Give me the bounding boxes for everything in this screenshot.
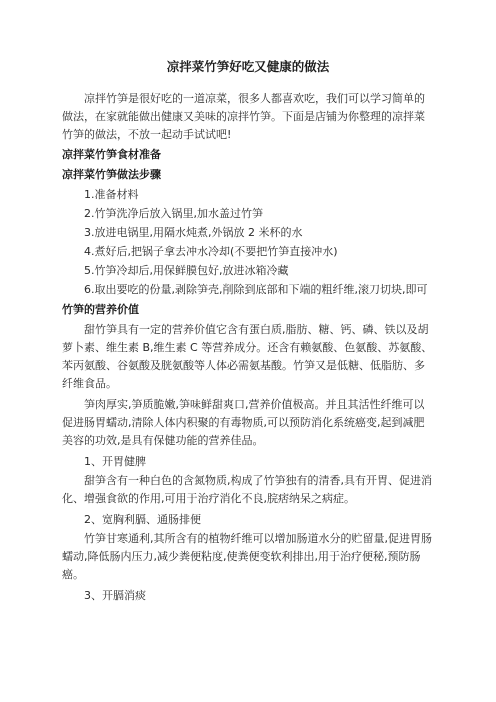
benefit-title: 1、开胃健脾 bbox=[84, 455, 146, 468]
page-title: 凉拌菜竹笋好吃又健康的做法 bbox=[166, 59, 330, 74]
heading-ingredients: 凉拌菜竹笋食材准备 bbox=[62, 148, 161, 161]
intro-paragraph: 凉拌竹笋是很好吃的一道凉菜，很多人都喜欢吃，我们可以学习简单的做法，在家就能做出健康又美味的凉拌竹笋。下面是店铺为你整理的凉拌菜竹笋的做法，不放一起动手试试吧! bbox=[62, 92, 425, 141]
nutrition-paragraph: 甜竹笋具有一定的营养价值它含有蛋白质,脂肪、糖、钙、磷、铁以及胡萝卜素、维生素 B,维生素 C 等营养成分。还含有赖氨酸、色氨酸、苏氨酸、苯丙氨酸、谷氨酸及胱氨酸等人体必需氨基酸。竹笋又是低糖、低脂肪、多纤维食品。 bbox=[62, 323, 433, 390]
benefit-text: 竹笋甘寒通利,其所含有的植物纤维可以增加肠道水分的贮留量,促进胃肠蠕动,降低肠内压力,减少粪便粘度,使粪便变软利排出,用于治疗便秘,预防肠癌。 bbox=[62, 532, 432, 581]
benefit-title: 2、宽胸利膈、通肠排便 bbox=[84, 513, 201, 526]
benefit-title: 3、开膈消痰 bbox=[84, 589, 146, 602]
nutrition-paragraph: 笋肉厚实,笋质脆嫩,笋味鲜甜爽口,营养价值极高。并且其活性纤维可以促进肠胃蠕动,清除人体内积聚的有毒物质,可以预防消化系统癌变,起到减肥美容的功效,是具有保健功能的营养佳品。 bbox=[62, 398, 425, 447]
step-item: 4.煮好后,把锅子拿去冲水冷却(不要把竹笋直接冲水) bbox=[84, 245, 338, 258]
heading-nutrition: 竹笋的营养价值 bbox=[62, 303, 139, 316]
benefit-text: 甜笋含有一种白色的含氮物质,构成了竹笋独有的清香,具有开胃、促进消化、增强食欲的作用,可用于治疗消化不良,脘痞纳呆之病症。 bbox=[62, 474, 432, 505]
step-item: 1.准备材料 bbox=[84, 188, 139, 201]
step-item: 2.竹笋洗净后放入锅里,加水盖过竹笋 bbox=[84, 207, 263, 220]
step-item: 6.取出要吃的份量,剥除笋壳,削除到底部和下端的粗纤维,滚刀切块,即可 bbox=[84, 283, 428, 296]
heading-steps: 凉拌菜竹笋做法步骤 bbox=[62, 168, 161, 181]
step-item: 5.竹笋冷却后,用保鲜膜包好,放进冰箱冷藏 bbox=[84, 264, 289, 277]
step-item: 3.放进电锅里,用隔水炖煮,外锅放 2 米杯的水 bbox=[84, 226, 303, 239]
